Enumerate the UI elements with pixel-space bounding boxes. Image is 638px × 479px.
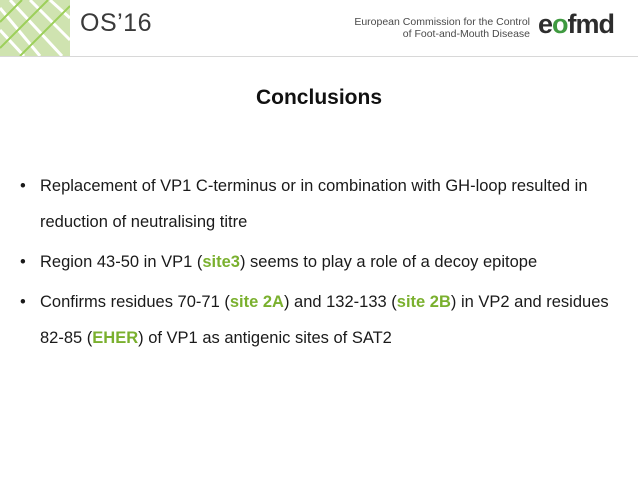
event-title: OS’16 xyxy=(80,9,152,37)
bullet-marker: • xyxy=(20,253,26,271)
bullet-text: ) of VP1 as antigenic sites of SAT2 xyxy=(138,329,392,347)
bullet-text: Region 43-50 in VP1 ( xyxy=(40,253,203,271)
header-divider xyxy=(0,56,638,57)
slide-title: Conclusions xyxy=(255,86,382,109)
bullet-item-1 xyxy=(20,168,620,240)
logo-letter-f: f xyxy=(567,9,576,39)
bullet-text: ) in VP2 and residues 82-85 ( xyxy=(40,293,609,347)
org-line-1: European Commission for the Control xyxy=(354,16,530,28)
bullet-marker: • xyxy=(20,293,26,311)
organization-name xyxy=(340,16,530,40)
corner-decoration xyxy=(0,0,70,56)
bullet-marker: • xyxy=(20,177,26,195)
bullet-text: Replacement of VP1 C-terminus or in combination with GH-loop resulted in reduction of neutralising titre xyxy=(40,177,588,231)
site-label: EHER xyxy=(92,329,139,347)
bullet-item-2 xyxy=(20,244,620,280)
site-label: site3 xyxy=(202,253,240,271)
bullet-text: Confirms residues 70-71 ( xyxy=(40,293,230,311)
logo-letter-m: m xyxy=(575,9,599,39)
site-label: site 2A xyxy=(229,293,284,311)
bullet-item-3 xyxy=(20,284,620,356)
logo-letter-e: e xyxy=(538,9,553,39)
slide-header xyxy=(0,0,638,56)
bullet-text: ) seems to play a role of a decoy epitope xyxy=(239,253,538,271)
conclusions-list xyxy=(20,168,620,360)
logo-letter-o: o xyxy=(552,9,568,39)
logo-letter-d: d xyxy=(598,9,615,39)
site-label: site 2B xyxy=(396,293,451,311)
eufmd-logo xyxy=(538,9,614,40)
bullet-text: ) and 132-133 ( xyxy=(283,293,397,311)
org-line-2: of Foot-and-Mouth Disease xyxy=(402,28,530,40)
